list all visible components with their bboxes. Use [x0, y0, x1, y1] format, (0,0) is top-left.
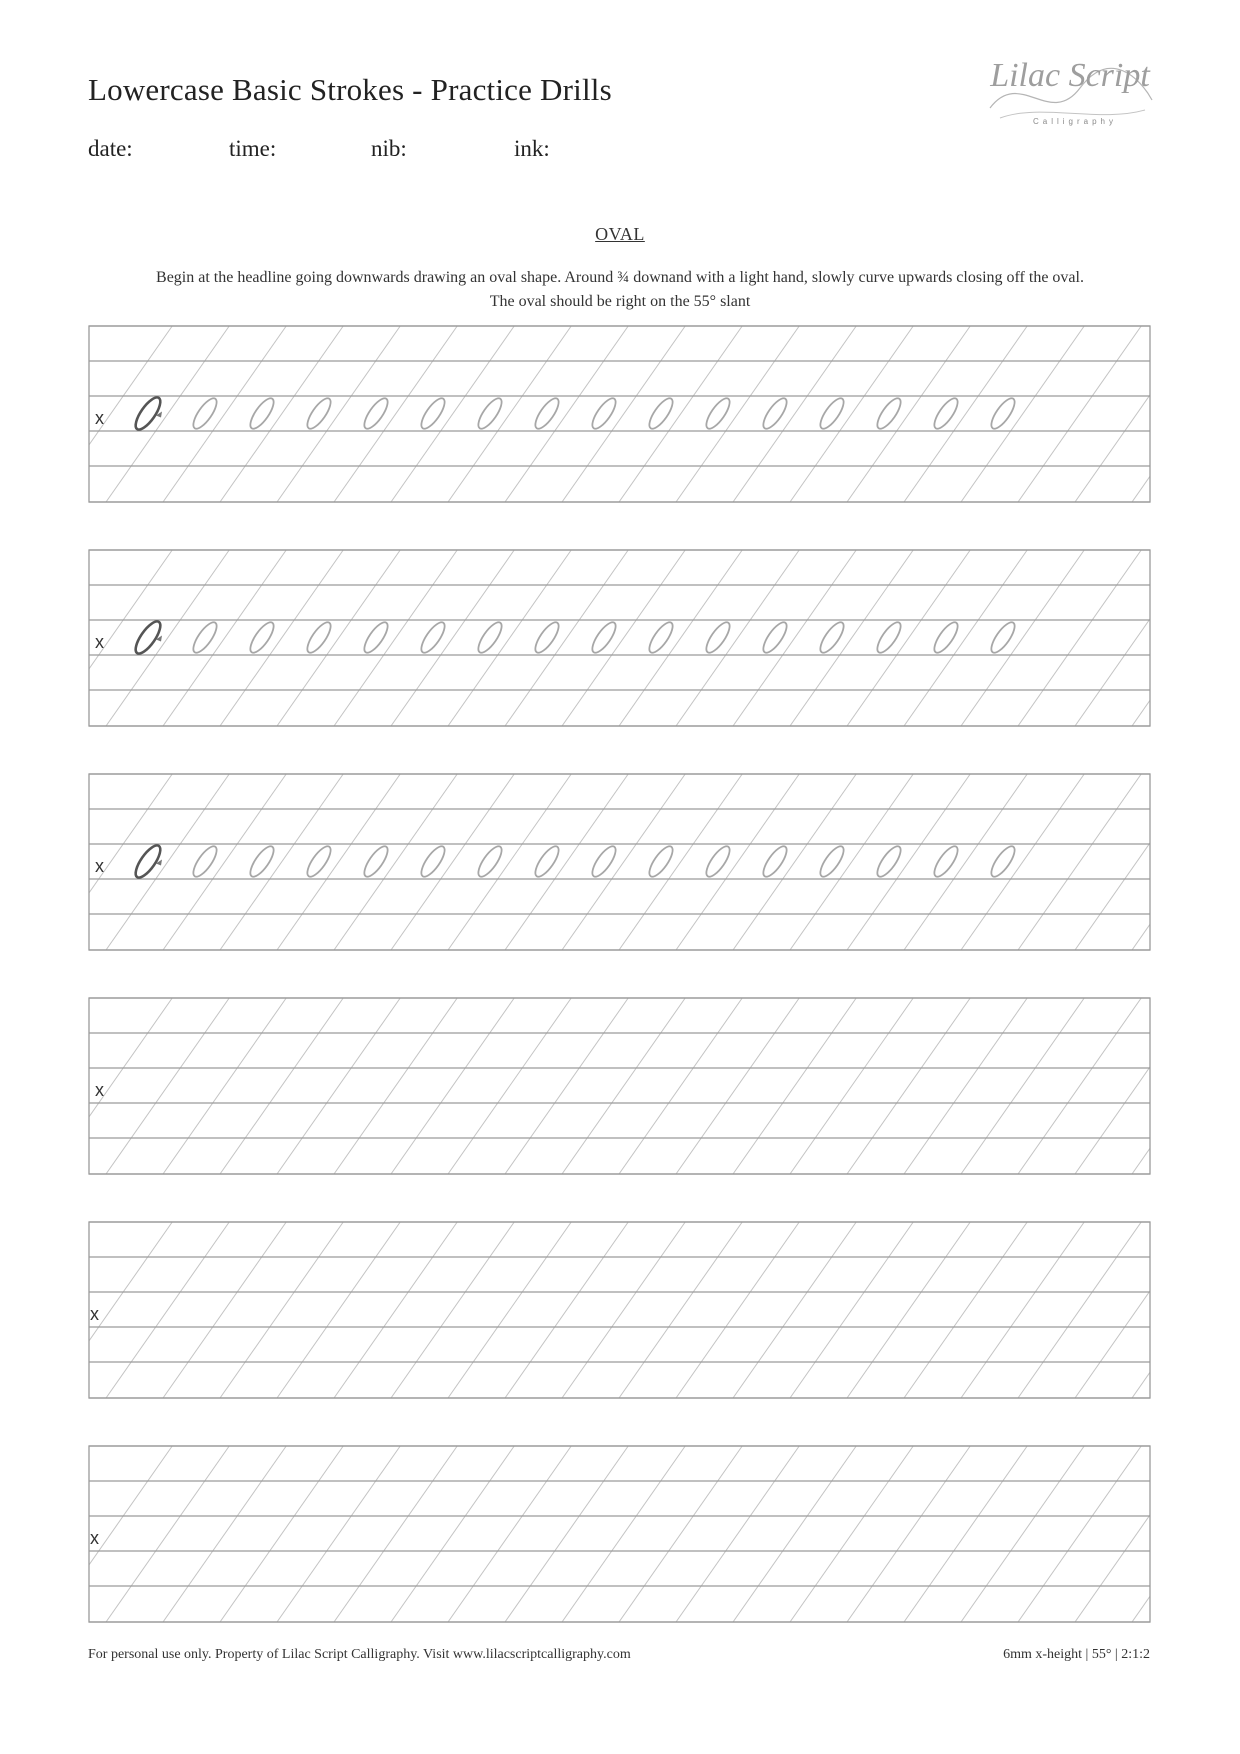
slant-line [1189, 326, 1240, 502]
slant-line [163, 326, 286, 502]
slant-line [334, 550, 457, 726]
slant-line [391, 998, 514, 1174]
block-border [89, 550, 1150, 726]
slant-line [505, 998, 628, 1174]
slant-line [106, 1222, 229, 1398]
slant-line [220, 774, 343, 950]
slant-line [619, 550, 742, 726]
slant-line [1189, 550, 1240, 726]
section-title: OVAL [595, 224, 645, 244]
slant-line [334, 1446, 457, 1622]
row-marker: x [95, 632, 104, 652]
slant-line [106, 774, 229, 950]
slant-line [49, 326, 172, 502]
slant-line [220, 1446, 343, 1622]
slant-line [676, 550, 799, 726]
slant-line [391, 1222, 514, 1398]
slant-line [562, 1222, 685, 1398]
slant-lines [49, 326, 1240, 502]
slant-line [1189, 998, 1240, 1174]
slant-line [49, 1222, 172, 1398]
slant-line [961, 326, 1084, 502]
guideline-block [49, 1222, 1240, 1398]
footer-specs: 6mm x-height | 55° | 2:1:2 [1003, 1647, 1150, 1662]
page-title: Lowercase Basic Strokes - Practice Drills [88, 72, 612, 107]
slant-line [1018, 1222, 1141, 1398]
slant-line [904, 326, 1027, 502]
slant-line [619, 1222, 742, 1398]
slant-line [1189, 1446, 1240, 1622]
slant-line [1075, 1446, 1198, 1622]
slant-line [904, 774, 1027, 950]
slant-lines [49, 774, 1240, 950]
slant-line [277, 998, 400, 1174]
slant-line [334, 774, 457, 950]
slant-line [391, 550, 514, 726]
slant-line [334, 326, 457, 502]
slant-line [619, 1446, 742, 1622]
slant-lines [49, 550, 1240, 726]
block-border [89, 998, 1150, 1174]
slant-line [277, 1446, 400, 1622]
slant-line [619, 998, 742, 1174]
instructions-line-1: Begin at the headline going downwards drawing an oval shape. Around ¾ downand with a light hand, slowly curve upwards closing off the oval. [156, 269, 1084, 286]
instructions-line-2: The oval should be right on the 55° slant [489, 293, 751, 310]
block-border [89, 326, 1150, 502]
slant-line [277, 326, 400, 502]
slant-line [49, 550, 172, 726]
slant-line [505, 1222, 628, 1398]
slant-line [562, 1446, 685, 1622]
slant-line [733, 550, 856, 726]
slant-line [676, 1446, 799, 1622]
slant-line [1075, 774, 1198, 950]
ink-label: ink: [514, 136, 550, 161]
slant-line [733, 326, 856, 502]
slant-line [505, 1446, 628, 1622]
slant-line [49, 774, 172, 950]
slant-line [505, 774, 628, 950]
slant-line [1189, 1222, 1240, 1398]
slant-line [1132, 326, 1240, 502]
guideline-block [49, 550, 1240, 726]
slant-lines [49, 998, 1240, 1174]
row-marker: x [90, 1304, 99, 1324]
slant-line [961, 1222, 1084, 1398]
slant-line [448, 1222, 571, 1398]
slant-line [1018, 774, 1141, 950]
block-border [89, 1446, 1150, 1622]
guideline-block [49, 774, 1240, 950]
slant-line [277, 1222, 400, 1398]
nib-label: nib: [371, 136, 407, 161]
slant-line [619, 774, 742, 950]
slant-line [733, 774, 856, 950]
slant-line [619, 326, 742, 502]
slant-line [961, 550, 1084, 726]
slant-line [790, 550, 913, 726]
slant-line [904, 998, 1027, 1174]
slant-line [847, 1446, 970, 1622]
slant-line [961, 1446, 1084, 1622]
logo-text: Lilac Script [990, 57, 1150, 94]
slant-line [334, 998, 457, 1174]
slant-line [49, 998, 172, 1174]
slant-line [1132, 998, 1240, 1174]
logo-subtext: Calligraphy [1032, 117, 1118, 126]
slant-line [220, 1222, 343, 1398]
slant-line [961, 774, 1084, 950]
slant-line [448, 774, 571, 950]
slant-line [220, 550, 343, 726]
slant-line [163, 998, 286, 1174]
slant-line [277, 774, 400, 950]
slant-line [1075, 998, 1198, 1174]
slant-line [562, 326, 685, 502]
row-marker: x [95, 408, 104, 428]
footer-copyright: For personal use only. Property of Lilac Script Calligraphy. Visit www.lilacscriptcalligraphy.com [88, 1647, 631, 1662]
slant-line [1018, 550, 1141, 726]
slant-line [562, 998, 685, 1174]
block-border [89, 1222, 1150, 1398]
slant-line [790, 326, 913, 502]
slant-line [1132, 1222, 1240, 1398]
slant-line [448, 550, 571, 726]
slant-line [961, 998, 1084, 1174]
slant-line [733, 998, 856, 1174]
slant-line [1018, 998, 1141, 1174]
slant-line [334, 1222, 457, 1398]
slant-line [505, 326, 628, 502]
time-label: time: [229, 136, 277, 161]
row-marker: x [95, 856, 104, 876]
slant-line [676, 326, 799, 502]
slant-line [676, 774, 799, 950]
slant-line [847, 998, 970, 1174]
slant-line [163, 774, 286, 950]
slant-line [163, 550, 286, 726]
slant-line [790, 774, 913, 950]
slant-line [163, 1446, 286, 1622]
slant-line [1132, 774, 1240, 950]
slant-line [847, 550, 970, 726]
slant-line [1018, 1446, 1141, 1622]
slant-line [847, 774, 970, 950]
slant-line [562, 774, 685, 950]
slant-line [847, 326, 970, 502]
slant-line [448, 1446, 571, 1622]
slant-line [106, 1446, 229, 1622]
slant-lines [49, 1222, 1240, 1398]
slant-line [904, 1222, 1027, 1398]
slant-line [505, 550, 628, 726]
guideline-block [49, 326, 1240, 502]
guideline-block [49, 1446, 1240, 1622]
date-label: date: [88, 136, 133, 161]
slant-line [448, 998, 571, 1174]
slant-line [391, 1446, 514, 1622]
slant-line [676, 998, 799, 1174]
slant-line [733, 1222, 856, 1398]
row-marker: x [90, 1528, 99, 1548]
slant-line [220, 998, 343, 1174]
slant-line [790, 1446, 913, 1622]
slant-line [1075, 326, 1198, 502]
slant-line [790, 1222, 913, 1398]
slant-line [106, 550, 229, 726]
slant-line [1018, 326, 1141, 502]
slant-line [277, 550, 400, 726]
slant-line [106, 326, 229, 502]
slant-line [676, 1222, 799, 1398]
slant-line [49, 1446, 172, 1622]
slant-line [163, 1222, 286, 1398]
slant-line [1075, 550, 1198, 726]
slant-line [106, 998, 229, 1174]
slant-line [562, 550, 685, 726]
guideline-block [49, 998, 1240, 1174]
slant-lines [49, 1446, 1240, 1622]
slant-line [391, 326, 514, 502]
slant-line [391, 774, 514, 950]
slant-line [733, 1446, 856, 1622]
row-marker: x [95, 1080, 104, 1100]
slant-line [904, 1446, 1027, 1622]
slant-line [847, 1222, 970, 1398]
block-border [89, 774, 1150, 950]
slant-line [1075, 1222, 1198, 1398]
slant-line [790, 998, 913, 1174]
slant-line [1189, 774, 1240, 950]
slant-line [1132, 1446, 1240, 1622]
slant-line [904, 550, 1027, 726]
slant-line [220, 326, 343, 502]
slant-line [1132, 550, 1240, 726]
slant-line [448, 326, 571, 502]
